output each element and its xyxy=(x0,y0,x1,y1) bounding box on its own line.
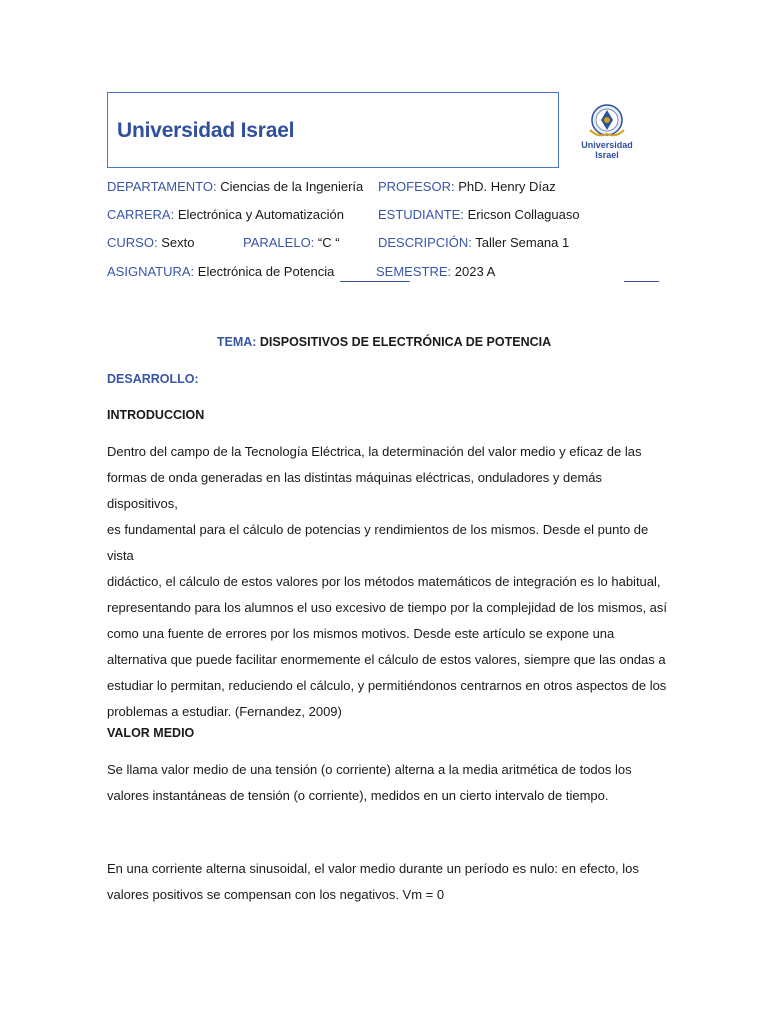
asignatura-row xyxy=(107,264,334,280)
curso-value: Sexto xyxy=(161,235,195,250)
paralelo-label: PARALELO: xyxy=(243,235,315,250)
departamento-label: DEPARTAMENTO: xyxy=(107,179,217,194)
intro-line: como una fuente de errores por los mismos motivos. Desde este artículo se expone una xyxy=(107,626,615,641)
valor-medio-paragraph xyxy=(107,757,667,809)
intro-line: formas de onda generadas en las distintas máquinas eléctricas, onduladores y demás dispositivos, xyxy=(107,470,603,511)
carrera-row xyxy=(107,207,344,223)
logo-caption xyxy=(575,140,639,160)
carrera-value: Electrónica y Automatización xyxy=(177,207,345,222)
asignatura-label: ASIGNATURA: xyxy=(107,264,195,279)
tema-value: DISPOSITIVOS DE ELECTRÓNICA DE POTENCIA xyxy=(259,335,552,349)
semestre-label: SEMESTRE: xyxy=(376,264,452,279)
intro-paragraph xyxy=(107,439,667,725)
intro-line: Dentro del campo de la Tecnología Eléctrica, la determinación del valor medio y eficaz de las xyxy=(107,444,642,459)
profesor-label: PROFESOR: xyxy=(378,179,455,194)
valor-medio-line: Se llama valor medio de una tensión (o corriente) alterna a la media aritmética de todos los xyxy=(107,762,632,777)
intro-line: problemas a estudiar. (Fernandez, 2009) xyxy=(107,704,342,719)
valor-medio-heading: VALOR MEDIO xyxy=(107,726,195,740)
asignatura-value: Electrónica de Potencia xyxy=(197,264,335,279)
curso-row xyxy=(107,235,194,251)
curso-label: CURSO: xyxy=(107,235,158,250)
header-box xyxy=(107,92,559,168)
descripcion-row xyxy=(378,235,569,251)
departamento-row xyxy=(107,179,363,195)
departamento-value: Ciencias de la Ingeniería xyxy=(220,179,364,194)
valor-medio-line: valores instantáneas de tensión (o corriente), medidos en un cierto intervalo de tiempo. xyxy=(107,788,609,803)
profesor-row xyxy=(378,179,556,195)
estudiante-row xyxy=(378,207,580,223)
semestre-value: 2023 A xyxy=(454,264,496,279)
senoidal-line: valores positivos se compensan con los negativos. Vm = 0 xyxy=(107,887,445,902)
descripcion-value: Taller Semana 1 xyxy=(475,235,570,250)
estudiante-value: Ericson Collaguaso xyxy=(467,207,580,222)
intro-line: es fundamental para el cálculo de potencias y rendimientos de los mismos. Desde el punto de vista xyxy=(107,522,649,563)
intro-line: didáctico, el cálculo de estos valores por los métodos matemáticos de integración es lo habitual, xyxy=(107,574,661,589)
header-rule-right xyxy=(624,281,659,282)
intro-heading: INTRODUCCION xyxy=(107,408,205,422)
university-title: Universidad Israel xyxy=(117,119,295,142)
semestre-row xyxy=(376,264,495,280)
intro-line: representando para los alumnos el uso excesivo de tiempo por la complejidad de los mismos, así xyxy=(107,600,668,615)
descripcion-label: DESCRIPCIÓN: xyxy=(378,235,472,250)
senoidal-line: En una corriente alterna sinusoidal, el valor medio durante un período es nulo: en efecto, los xyxy=(107,861,639,876)
senoidal-paragraph xyxy=(107,856,667,908)
logo-caption-line1: Universidad xyxy=(581,140,633,150)
header-rule-left xyxy=(340,281,410,282)
paralelo-row xyxy=(243,235,340,251)
carrera-label: CARRERA: xyxy=(107,207,175,222)
profesor-value: PhD. Henry Díaz xyxy=(458,179,556,194)
estudiante-label: ESTUDIANTE: xyxy=(378,207,464,222)
logo-caption-line2: Israel xyxy=(595,150,619,160)
intro-line: alternativa que puede facilitar enormemente el cálculo de estos valores, siempre que las ondas a xyxy=(107,652,666,667)
tema-line xyxy=(0,335,768,349)
paralelo-value: “C “ xyxy=(317,235,340,250)
intro-line: estudiar lo permitan, reduciendo el cálculo, y permitiéndonos centrarnos en otros aspectos de los xyxy=(107,678,667,693)
desarrollo-heading: DESARROLLO: xyxy=(107,372,199,386)
tema-label: TEMA: xyxy=(216,335,257,349)
